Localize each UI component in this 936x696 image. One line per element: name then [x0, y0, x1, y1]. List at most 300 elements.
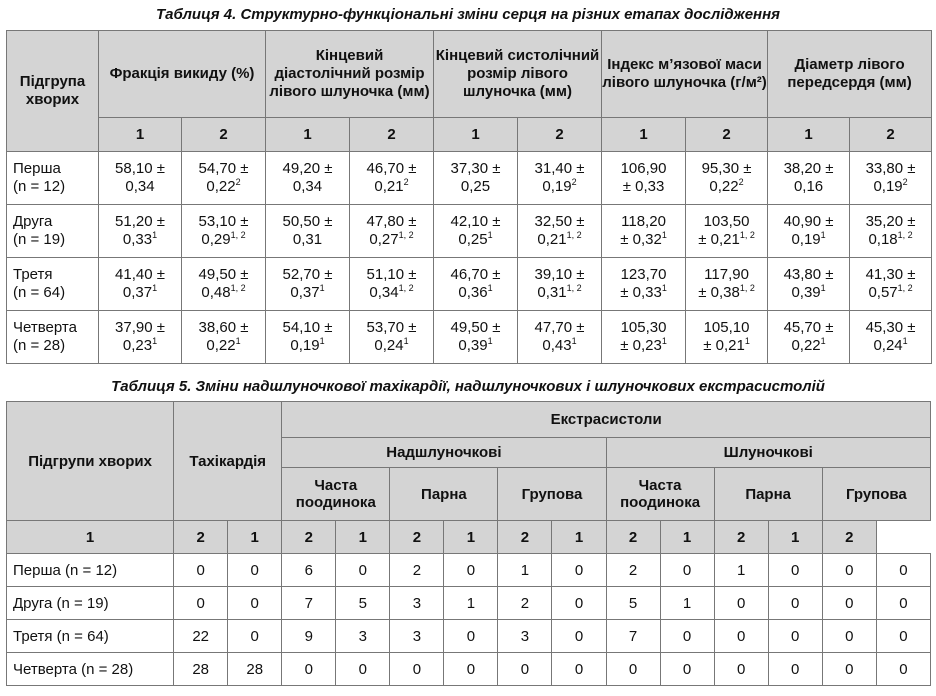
data-cell — [99, 311, 182, 364]
data-cell: 0 — [660, 554, 714, 587]
data-cell — [182, 152, 266, 205]
data-cell: 0 — [552, 653, 606, 686]
data-cell — [350, 311, 434, 364]
cell-line — [686, 284, 767, 302]
cell-line — [350, 284, 433, 302]
table4-subheader-cell: 2 — [686, 118, 768, 152]
data-cell: 0 — [822, 554, 876, 587]
cell-line: 41,30 ± — [865, 266, 916, 283]
table4-subheader-cell: 2 — [350, 118, 434, 152]
cell-line: 58,10 ± — [115, 160, 165, 177]
data-cell: 0 — [876, 554, 930, 587]
table5-subheader-cell: 2 — [498, 521, 552, 554]
cell-line: 33,80 ± — [865, 160, 916, 177]
table5-subheader-cell: 1 — [768, 521, 822, 554]
cell-line: 50,50 ± — [282, 213, 333, 230]
table5-supra-header: Надшлуночкові — [282, 438, 606, 468]
cell-line — [686, 337, 767, 355]
data-cell: 0 — [444, 620, 498, 653]
data-cell: 1 — [444, 587, 498, 620]
cell-value: ± 0,33 — [620, 284, 662, 301]
data-cell: 0 — [390, 653, 444, 686]
cell-superscript: 1 — [661, 336, 667, 346]
table-row — [7, 653, 931, 686]
data-cell — [768, 258, 850, 311]
row-label: Перша (n = 12) — [7, 554, 174, 587]
cell-line — [182, 284, 265, 302]
data-cell — [850, 311, 932, 364]
cell-line: 46,70 ± — [366, 160, 417, 177]
cell-line: 46,70 ± — [450, 266, 501, 283]
cell-superscript: 1 — [152, 230, 158, 240]
data-cell: 3 — [390, 587, 444, 620]
data-cell — [686, 258, 768, 311]
data-cell: 0 — [552, 620, 606, 653]
cell-line: 35,20 ± — [865, 213, 916, 230]
data-cell — [99, 258, 182, 311]
cell-value: 0,22 — [709, 178, 739, 195]
table-row — [7, 554, 931, 587]
data-cell: 0 — [768, 587, 822, 620]
cell-value: 0,34 — [125, 178, 155, 195]
cell-line — [434, 178, 517, 196]
table5-kind-header: Парна — [390, 468, 498, 521]
data-cell — [99, 205, 182, 258]
row-label-line: (n = 19) — [13, 231, 66, 248]
cell-line: 45,30 ± — [865, 319, 916, 336]
cell-line: 103,50 — [703, 213, 750, 230]
cell-line — [266, 231, 349, 249]
cell-line: 43,80 ± — [783, 266, 834, 283]
cell-value: ± 0,32 — [620, 231, 662, 248]
cell-superscript: 2 — [738, 177, 744, 187]
cell-line: 123,70 — [620, 266, 667, 283]
cell-line: 95,30 ± — [701, 160, 752, 177]
cell-line: 49,20 ± — [282, 160, 333, 177]
data-cell — [182, 311, 266, 364]
cell-value: 0,23 — [122, 337, 153, 354]
table5-kind-header: Групова — [498, 468, 606, 521]
cell-line — [434, 337, 517, 355]
data-cell: 0 — [714, 620, 768, 653]
cell-line: 54,70 ± — [198, 160, 249, 177]
row-label: Друга (n = 19) — [7, 587, 174, 620]
data-cell: 0 — [822, 587, 876, 620]
data-cell: 0 — [336, 554, 390, 587]
cell-value: 0,37 — [290, 284, 320, 301]
cell-line: 45,70 ± — [783, 319, 834, 336]
cell-line: 53,10 ± — [198, 213, 249, 230]
cell-value: 0,24 — [374, 337, 404, 354]
table5-header-row-1 — [7, 402, 931, 438]
cell-superscript: 1, 2 — [398, 283, 414, 293]
cell-line — [768, 284, 849, 302]
data-cell — [266, 311, 350, 364]
cell-value: 0,25 — [460, 178, 491, 195]
data-cell: 1 — [498, 554, 552, 587]
cell-superscript: 1, 2 — [897, 230, 913, 240]
table5-kind-header: Групова — [822, 468, 930, 521]
cell-line — [518, 284, 601, 302]
table4-corner-header: Підгрупа хворих — [7, 31, 99, 152]
cell-line: 105,30 — [620, 319, 667, 336]
table4-subheader-cell: 1 — [434, 118, 518, 152]
data-cell: 0 — [174, 554, 228, 587]
data-cell: 2 — [606, 554, 660, 587]
table4-subheader-cell: 2 — [182, 118, 266, 152]
cell-value: 0,34 — [292, 178, 323, 195]
data-cell: 28 — [174, 653, 228, 686]
table5-subheader-cell: 2 — [606, 521, 660, 554]
data-cell: 0 — [876, 587, 930, 620]
cell-line — [518, 337, 601, 355]
cell-line: 49,50 ± — [450, 319, 501, 336]
data-cell — [266, 152, 350, 205]
cell-line — [602, 337, 685, 355]
data-cell: 0 — [876, 653, 930, 686]
data-cell — [350, 205, 434, 258]
cell-superscript: 1 — [661, 230, 667, 240]
cell-superscript: 1 — [902, 336, 908, 346]
cell-superscript: 1, 2 — [897, 283, 913, 293]
cell-line — [850, 284, 931, 302]
cell-value: ± 0,33 — [622, 178, 665, 195]
cell-superscript: 1, 2 — [739, 283, 755, 293]
data-cell — [686, 311, 768, 364]
cell-line: 51,10 ± — [366, 266, 417, 283]
cell-line — [686, 178, 767, 196]
cell-line: 47,70 ± — [534, 319, 585, 336]
data-cell — [850, 258, 932, 311]
cell-line — [768, 178, 849, 196]
cell-value: 0,36 — [458, 284, 488, 301]
cell-value: 0,19 — [290, 337, 320, 354]
table5-subheader-cell: 2 — [714, 521, 768, 554]
table5-corner-header: Підгрупи хворих — [7, 402, 174, 521]
cell-line: 51,20 ± — [115, 213, 165, 230]
data-cell — [850, 205, 932, 258]
cell-superscript: 1 — [820, 230, 826, 240]
cell-superscript: 2 — [571, 177, 577, 187]
cell-superscript: 1, 2 — [398, 230, 414, 240]
cell-line — [768, 231, 849, 249]
data-cell — [182, 258, 266, 311]
cell-value: 0,21 — [537, 231, 567, 248]
data-cell: 0 — [714, 587, 768, 620]
cell-value: ± 0,23 — [620, 337, 662, 354]
table5-tachy-header: Тахікардія — [174, 402, 282, 521]
row-label-line: Третя — [13, 266, 53, 283]
cell-superscript: 1 — [235, 336, 241, 346]
cell-value: 0,22 — [206, 337, 236, 354]
table5-extra-header: Екстрасистоли — [282, 402, 931, 438]
cell-value: 0,37 — [122, 284, 153, 301]
table5-subheader-cell: 1 — [444, 521, 498, 554]
data-cell: 0 — [660, 653, 714, 686]
cell-value: 0,25 — [458, 231, 488, 248]
data-cell: 0 — [768, 653, 822, 686]
cell-line: 38,60 ± — [198, 319, 249, 336]
cell-line: 39,10 ± — [534, 266, 585, 283]
cell-value: 0,43 — [542, 337, 572, 354]
table4-group-header: Фракція викиду (%) — [99, 31, 266, 118]
cell-superscript: 1 — [319, 283, 325, 293]
data-cell — [518, 205, 602, 258]
cell-superscript: 1 — [487, 283, 493, 293]
data-cell: 0 — [768, 554, 822, 587]
cell-line: 31,40 ± — [534, 160, 585, 177]
data-cell — [518, 152, 602, 205]
cell-value: 0,31 — [292, 231, 323, 248]
cell-value: 0,57 — [868, 284, 898, 301]
cell-value: 0,19 — [791, 231, 821, 248]
cell-value: ± 0,38 — [698, 284, 740, 301]
table4-header-row — [7, 31, 932, 118]
row-label: Третя (n = 64) — [7, 620, 174, 653]
cell-superscript: 1 — [820, 283, 826, 293]
cell-superscript: 2 — [235, 177, 241, 187]
data-cell — [850, 152, 932, 205]
table4-group-header: Індекс м’язової маси лівого шлуночка (г/м²) — [602, 31, 768, 118]
cell-value: 0,24 — [873, 337, 903, 354]
cell-superscript: 1, 2 — [739, 230, 755, 240]
cell-line: 53,70 ± — [366, 319, 417, 336]
data-cell — [434, 258, 518, 311]
cell-line: 49,50 ± — [198, 266, 249, 283]
row-label-line: (n = 12) — [13, 178, 66, 195]
table4-subheader-cell: 2 — [518, 118, 602, 152]
table4-subheader-cell: 2 — [850, 118, 932, 152]
table5-vent-header: Шлуночкові — [606, 438, 930, 468]
row-label — [7, 311, 99, 364]
table-row — [7, 587, 931, 620]
row-label-line: (n = 28) — [13, 337, 66, 354]
data-cell — [350, 258, 434, 311]
cell-line — [850, 337, 931, 355]
cell-line — [266, 284, 349, 302]
table5-kind-header: Парна — [714, 468, 822, 521]
table-row — [7, 620, 931, 653]
table5-subheader-cell: 2 — [390, 521, 444, 554]
cell-line — [350, 178, 433, 196]
cell-line: 37,90 ± — [115, 319, 165, 336]
table5-subheader-cell: 2 — [282, 521, 336, 554]
data-cell: 0 — [768, 620, 822, 653]
cell-value: 0,19 — [873, 178, 903, 195]
cell-line: 52,70 ± — [282, 266, 333, 283]
cell-line: 106,90 — [620, 160, 667, 177]
table-row — [7, 311, 932, 364]
data-cell: 5 — [336, 587, 390, 620]
cell-line — [686, 231, 767, 249]
data-cell — [686, 152, 768, 205]
row-label — [7, 205, 99, 258]
data-cell: 22 — [174, 620, 228, 653]
cell-value: ± 0,21 — [698, 231, 740, 248]
cell-superscript: 1 — [152, 283, 158, 293]
cell-value: 0,29 — [201, 231, 231, 248]
data-cell — [434, 152, 518, 205]
data-cell: 0 — [822, 620, 876, 653]
cell-superscript: 1, 2 — [230, 283, 246, 293]
data-cell — [602, 205, 686, 258]
cell-line — [518, 231, 601, 249]
data-cell — [602, 311, 686, 364]
table4 — [6, 30, 932, 364]
cell-line: 37,30 ± — [450, 160, 501, 177]
data-cell: 7 — [606, 620, 660, 653]
cell-value: 0,39 — [791, 284, 821, 301]
row-label-line: Друга — [13, 213, 53, 230]
data-cell — [768, 205, 850, 258]
cell-line: 47,80 ± — [366, 213, 417, 230]
table5-subheader-cell: 1 — [660, 521, 714, 554]
cell-value: ± 0,21 — [703, 337, 745, 354]
cell-line: 32,50 ± — [534, 213, 585, 230]
table4-subheader-cell: 1 — [602, 118, 686, 152]
data-cell: 3 — [390, 620, 444, 653]
cell-superscript: 1 — [152, 336, 158, 346]
data-cell — [350, 152, 434, 205]
cell-line: 40,90 ± — [783, 213, 834, 230]
data-cell: 0 — [228, 620, 282, 653]
cell-superscript: 1 — [487, 336, 493, 346]
cell-superscript: 1, 2 — [566, 283, 582, 293]
cell-line — [518, 178, 601, 196]
data-cell: 0 — [606, 653, 660, 686]
cell-line — [266, 178, 349, 196]
cell-superscript: 1 — [319, 336, 325, 346]
cell-value: 0,19 — [542, 178, 572, 195]
data-cell: 1 — [660, 587, 714, 620]
data-cell: 1 — [714, 554, 768, 587]
table5-subheader-cell: 1 — [552, 521, 606, 554]
table4-caption: Таблиця 4. Структурно-функціональні зміни серця на різних етапах дослідження — [155, 6, 781, 23]
cell-value: 0,21 — [374, 178, 404, 195]
cell-line — [434, 284, 517, 302]
data-cell: 6 — [282, 554, 336, 587]
cell-line — [850, 231, 931, 249]
row-label-line: Четверта — [13, 319, 77, 336]
data-cell — [602, 258, 686, 311]
cell-superscript: 1 — [820, 336, 826, 346]
cell-value: 0,48 — [201, 284, 231, 301]
data-cell — [99, 152, 182, 205]
cell-line — [182, 178, 265, 196]
cell-line — [602, 178, 685, 196]
cell-line — [602, 284, 685, 302]
table-row — [7, 152, 932, 205]
data-cell: 0 — [552, 554, 606, 587]
cell-line — [602, 231, 685, 249]
row-label — [7, 258, 99, 311]
data-cell — [518, 311, 602, 364]
data-cell — [768, 152, 850, 205]
data-cell — [602, 152, 686, 205]
data-cell: 0 — [714, 653, 768, 686]
cell-superscript: 1 — [403, 336, 409, 346]
data-cell — [686, 205, 768, 258]
data-cell: 7 — [282, 587, 336, 620]
cell-value: 0,39 — [458, 337, 488, 354]
cell-superscript: 1 — [661, 283, 667, 293]
table5-kind-header: Часта поодинока — [282, 468, 390, 521]
table5-subheader-cell: 2 — [822, 521, 876, 554]
cell-superscript: 1, 2 — [230, 230, 246, 240]
cell-value: 0,31 — [537, 284, 567, 301]
cell-line — [182, 337, 265, 355]
table5-caption: Таблиця 5. Зміни надшлуночкової тахікардії, надшлуночкових і шлуночкових екстрасистолій — [111, 378, 825, 395]
table4-group-header: Кінцевий систолічний розмір лівого шлуночка (мм) — [434, 31, 602, 118]
data-cell: 0 — [444, 554, 498, 587]
data-cell: 2 — [390, 554, 444, 587]
cell-line: 41,40 ± — [115, 266, 165, 283]
cell-line: 105,10 — [703, 319, 750, 336]
table5-subheader-cell: 1 — [228, 521, 282, 554]
data-cell: 2 — [498, 587, 552, 620]
cell-line — [99, 178, 181, 196]
cell-line — [768, 337, 849, 355]
cell-value: 0,16 — [793, 178, 824, 195]
cell-line — [99, 231, 181, 249]
data-cell: 0 — [174, 587, 228, 620]
data-cell: 0 — [660, 620, 714, 653]
data-cell — [434, 311, 518, 364]
cell-value: 0,27 — [369, 231, 399, 248]
cell-superscript: 1 — [487, 230, 493, 240]
table4-group-header: Кінцевий діастолічний розмір лівого шлуночка (мм) — [266, 31, 434, 118]
cell-superscript: 1 — [571, 336, 577, 346]
cell-superscript: 1 — [744, 336, 750, 346]
data-cell — [182, 205, 266, 258]
data-cell — [266, 205, 350, 258]
cell-superscript: 2 — [902, 177, 908, 187]
data-cell: 0 — [228, 554, 282, 587]
cell-value: 0,34 — [369, 284, 399, 301]
data-cell: 0 — [822, 653, 876, 686]
table5-subheader-row — [7, 521, 931, 554]
table4-subheader-cell: 1 — [768, 118, 850, 152]
cell-line — [99, 337, 181, 355]
table-row — [7, 205, 932, 258]
data-cell: 5 — [606, 587, 660, 620]
table-row — [7, 258, 932, 311]
row-label: Четверта (n = 28) — [7, 653, 174, 686]
data-cell — [768, 311, 850, 364]
data-cell — [266, 258, 350, 311]
data-cell: 9 — [282, 620, 336, 653]
cell-line — [434, 231, 517, 249]
table4-group-header: Діаметр лівого передсердя (мм) — [768, 31, 932, 118]
cell-line — [99, 284, 181, 302]
table5-subheader-cell: 1 — [336, 521, 390, 554]
table5-subheader-cell: 2 — [174, 521, 228, 554]
cell-line: 54,10 ± — [282, 319, 333, 336]
table4-subheader-row — [7, 118, 932, 152]
cell-value: 0,22 — [791, 337, 821, 354]
table5-kind-header: Часта поодинока — [606, 468, 714, 521]
cell-line — [182, 231, 265, 249]
row-label — [7, 152, 99, 205]
cell-superscript: 1, 2 — [566, 230, 582, 240]
data-cell — [518, 258, 602, 311]
cell-line: 118,20 — [621, 213, 666, 230]
table5 — [6, 401, 931, 686]
data-cell: 0 — [444, 653, 498, 686]
cell-line: 42,10 ± — [450, 213, 501, 230]
data-cell: 0 — [552, 587, 606, 620]
table4-subheader-cell: 1 — [266, 118, 350, 152]
